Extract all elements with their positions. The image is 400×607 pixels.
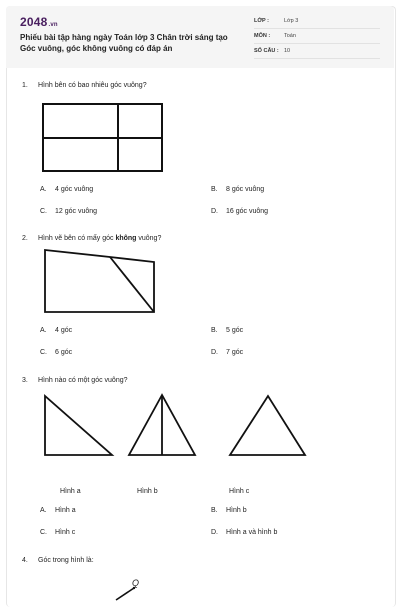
worksheet-title: Phiếu bài tập hàng ngày Toán lớp 3 Chân trời sáng tạo Góc vuông, góc không vuông có đáp án: [20, 33, 228, 53]
question-text: Hình vẽ bên có mấy góc không vuông?: [38, 235, 162, 242]
q3-figure-a-right-triangle: [44, 395, 114, 457]
site-logo[interactable]: 2048.vn: [20, 15, 58, 29]
meta-value: Toán: [284, 33, 296, 39]
answer-option[interactable]: B. Hình b: [211, 507, 247, 514]
q3-figure-b-split-triangle: [127, 394, 197, 457]
q3-figure-c-triangle: [229, 395, 307, 457]
answer-option[interactable]: D. Hình a và hình b: [211, 529, 278, 536]
answer-option[interactable]: C. 6 góc: [40, 349, 73, 356]
meta-subject: [254, 31, 380, 44]
answer-option[interactable]: B. 8 góc vuông: [211, 186, 265, 193]
answer-option[interactable]: D. 7 góc: [211, 349, 244, 356]
question-text: Hình bên có bao nhiêu góc vuông?: [38, 82, 147, 89]
question-number: 1.: [22, 82, 28, 89]
question-number: 4.: [22, 557, 28, 564]
question-number: 2.: [22, 235, 28, 242]
question-number: 3.: [22, 377, 28, 384]
meta-value: Lớp 3: [284, 18, 299, 24]
figure-caption: Hình c: [229, 488, 250, 495]
question-text: Hình nào có một góc vuông?: [38, 377, 128, 384]
meta-key: LỚP :: [254, 18, 269, 24]
meta-key: SỐ CÂU :: [254, 48, 279, 54]
meta-class: [254, 16, 380, 29]
meta-question-count: [254, 46, 380, 59]
figure-caption: Hình a: [60, 488, 81, 495]
answer-option[interactable]: A. 4 góc: [40, 327, 73, 334]
q1-rectangle-figure: [42, 103, 163, 172]
answer-option[interactable]: C. Hình c: [40, 529, 76, 536]
point-label: Q: [132, 578, 140, 588]
q2-quadrilateral-figure: [44, 249, 156, 313]
figure-caption: Hình b: [137, 488, 158, 495]
meta-key: MÔN :: [254, 33, 271, 39]
answer-option[interactable]: B. 5 góc: [211, 327, 244, 334]
answer-option[interactable]: D. 16 góc vuông: [211, 208, 269, 215]
answer-option[interactable]: A. Hình a: [40, 507, 76, 514]
answer-option[interactable]: C. 12 góc vuông: [40, 208, 98, 215]
meta-value: 10: [284, 48, 291, 54]
question-text: Góc trong hình là:: [38, 557, 94, 564]
answer-option[interactable]: A. 4 góc vuông: [40, 186, 94, 193]
